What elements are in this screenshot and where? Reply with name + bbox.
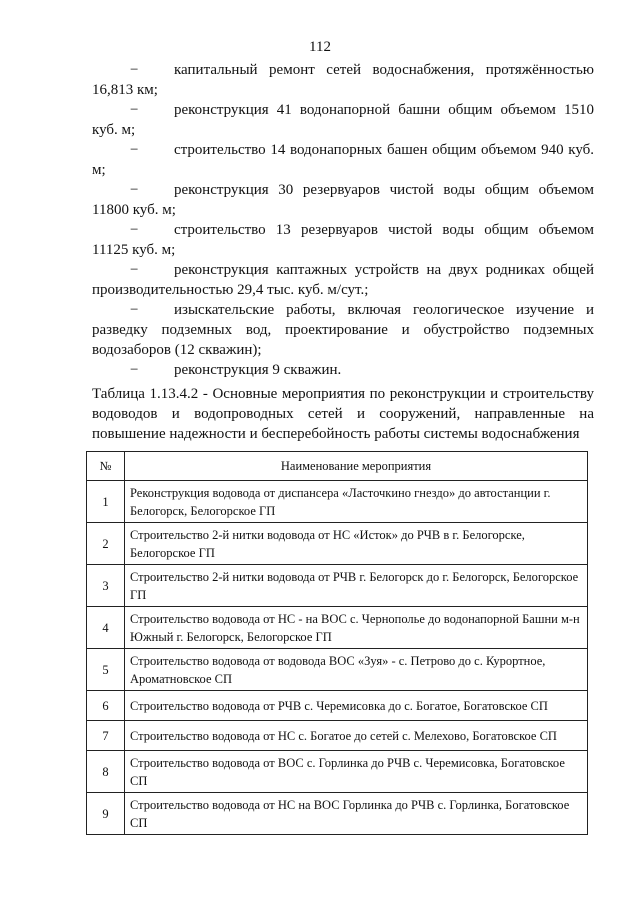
list-item-text: реконструкция каптажных устройств на двух родниках общей производительностью 29,4 тыс. куб. м/сут.; [92, 262, 594, 298]
row-measure-name: Строительство 2-й нитки водовода от НС «Исток» до РЧВ в г. Белогорске, Белогорское ГП [125, 523, 588, 565]
list-dash: − [130, 302, 139, 318]
table-header-row [87, 452, 588, 481]
table-row [87, 649, 588, 691]
row-number: 2 [87, 523, 125, 565]
row-number: 6 [87, 691, 125, 721]
list-item [92, 260, 594, 300]
row-measure-name: Строительство водовода от водовода ВОС «Зуя» - с. Петрово до с. Курортное, Ароматновское СП [125, 649, 588, 691]
list-item-text: реконструкция 41 водонапорной башни общим объемом 1510 куб. м; [92, 102, 594, 138]
list-dash: − [130, 142, 139, 158]
row-measure-name: Строительство 2-й нитки водовода от РЧВ г. Белогорск до г. Белогорск, Белогорское ГП [125, 565, 588, 607]
list-dash: − [130, 222, 139, 238]
list-item [92, 180, 594, 220]
list-item [92, 300, 594, 360]
table-row [87, 481, 588, 523]
table-row [87, 691, 588, 721]
table-caption: Таблица 1.13.4.2 - Основные мероприятия по реконструкции и строительству водоводов и водопроводных сетей и сооружений, направленные на повышение надежности и бесперебойность работы системы водоснабжения [92, 386, 594, 442]
measures-list [92, 60, 594, 380]
page-number: 112 [309, 39, 331, 55]
row-measure-name: Строительство водовода от НС - на ВОС с. Чернополье до водонапорной Башни м-н Южный г. Белогорск, Белогорское ГП [125, 607, 588, 649]
list-item [92, 140, 594, 180]
row-number: 8 [87, 751, 125, 793]
list-dash: − [130, 182, 139, 198]
header-measure-name: Наименование мероприятия [125, 452, 588, 481]
list-item-text: строительство 14 водонапорных башен общим объемом 940 куб. м; [92, 142, 594, 178]
row-measure-name: Строительство водовода от РЧВ с. Черемисовка до с. Богатое, Богатовское СП [125, 691, 588, 721]
list-item-text: строительство 13 резервуаров чистой воды общим объемом 11125 куб. м; [92, 222, 594, 258]
list-item [92, 100, 594, 140]
row-number: 9 [87, 793, 125, 835]
list-dash: − [130, 262, 139, 278]
measures-table [86, 451, 588, 835]
list-item [92, 220, 594, 260]
table-row [87, 565, 588, 607]
header-number: № [87, 452, 125, 481]
list-item-text: изыскательские работы, включая геологическое изучение и разведку подземных вод, проектирование и обустройство подземных водозаборов (12 скважин); [92, 302, 594, 358]
list-dash: − [130, 362, 139, 378]
table-row [87, 523, 588, 565]
list-item [92, 360, 594, 380]
row-measure-name: Строительство водовода от НС на ВОС Горлинка до РЧВ с. Горлинка, Богатовское СП [125, 793, 588, 835]
row-measure-name: Строительство водовода от ВОС с. Горлинка до РЧВ с. Черемисовка, Богатовское СП [125, 751, 588, 793]
list-item-text: реконструкция 30 резервуаров чистой воды общим объемом 11800 куб. м; [92, 182, 594, 218]
row-number: 1 [87, 481, 125, 523]
table-row [87, 751, 588, 793]
row-measure-name: Строительство водовода от НС с. Богатое до сетей с. Мелехово, Богатовское СП [125, 721, 588, 751]
list-item [92, 60, 594, 100]
row-number: 7 [87, 721, 125, 751]
table-row [87, 721, 588, 751]
list-dash: − [130, 102, 139, 118]
table-row [87, 607, 588, 649]
row-number: 5 [87, 649, 125, 691]
list-item-text: реконструкция 9 скважин. [174, 362, 342, 378]
row-number: 3 [87, 565, 125, 607]
table-row [87, 793, 588, 835]
list-item-text: капитальный ремонт сетей водоснабжения, протяжённостью 16,813 км; [92, 62, 594, 98]
row-measure-name: Реконструкция водовода от диспансера «Ласточкино гнездо» до автостанции г. Белогорск, Белогорское ГП [125, 481, 588, 523]
list-dash: − [130, 62, 139, 78]
row-number: 4 [87, 607, 125, 649]
